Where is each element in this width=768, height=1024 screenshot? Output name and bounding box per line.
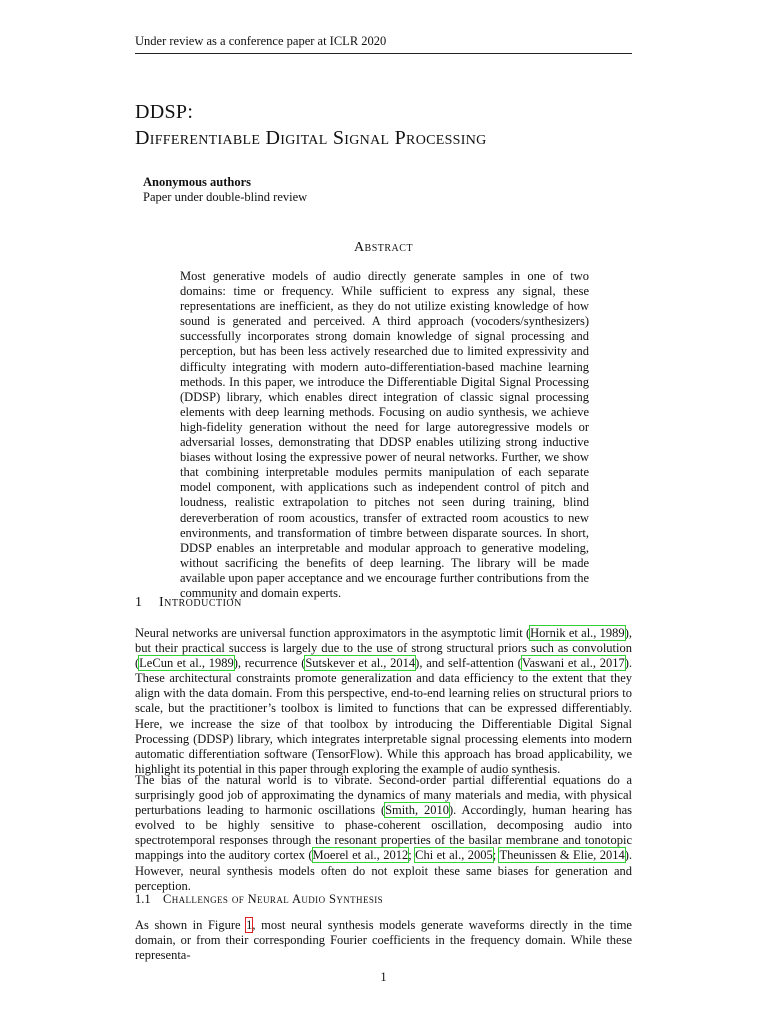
figure-reference-link[interactable]: 1 (246, 918, 253, 932)
paper-title-line2: Differentiable Digital Signal Processing (135, 127, 487, 149)
paper-title-line1: DDSP: (135, 101, 194, 123)
citation-link[interactable]: Theunissen & Elie, 2014 (499, 848, 625, 863)
citation-link[interactable]: Smith, 2010 (385, 803, 449, 818)
section-number: 1 (135, 595, 142, 610)
page-number: 1 (380, 970, 387, 984)
section-title: Introduction (159, 595, 242, 610)
abstract-heading: Abstract (353, 240, 414, 255)
citation-link[interactable]: LeCun et al., 1989 (139, 656, 234, 671)
citation-link[interactable]: Sutskever et al., 2014 (305, 656, 416, 671)
abstract-text: Most generative models of audio directly generate samples in one of two domains: time or frequency. While sufficient to express any signal, these representations are inefficient, as they do not utilize existing knowledge of how sound is generated and perceived. A third approach (vocoders/synthesizers) successfully incorporates strong domain knowledge of signal processing and perception, but has been less actively researched due to limited expressivity and difficulty integrating with modern auto-differentiation-based machine learning methods. In this paper, we introduce the Differentiable Digital Signal Processing (DDSP) library, which enables direct integration of classic signal processing elements with deep learning methods. Focusing on audio synthesis, we achieve high-fidelity generation without the need for large autoregressive models or adversarial losses, demonstrating that DDSP enables utilizing strong inductive biases without losing the expressive power of neural networks. Further, we show that combining interpretable modules permits manipulation of each separate model component, with applications such as independent control of pitch and loudness, realistic extrapolation to pitches not seen during training, blind dereverberation of room acoustics, transfer of extracted room acoustics to new environments, and transformation of timbre between disparate sources. In short, DDSP enables an interpretable and modular approach to generative modeling, without sacrificing the benefits of deep learning. The library will be made available upon paper acceptance and we encourage further contributions from the community and domain experts. (180, 269, 589, 600)
citation-link[interactable]: Moerel et al., 2012 (312, 848, 409, 863)
author-name: Anonymous authors (143, 175, 252, 189)
author-affiliation: Paper under double-blind review (143, 190, 308, 204)
citation-link[interactable]: Hornik et al., 1989 (530, 626, 625, 640)
intro-paragraph-1: Neural networks are universal function approximators in the asymptotic limit (Hornik et al., 1989), but their practical success is largely due to the use of strong structural priors such as convolution (LeCun et al., 1989), recurrence (Sutskever et al., 2014), and self-attention (Vaswani et al., 2017). These architectural constraints promote generalization and data efficiency to the extent that they align with the data domain. From this perspective, end-to-end learning relies on structural priors to scale, but the practitioner’s toolbox is limited to functions that can be expressed differentiably. Here, we increase the size of that toolbox by introducing the Differentiable Digital Signal Processing (DDSP) library, which integrates interpretable signal processing elements into modern automatic differentiation software (TensorFlow). While this approach has broad applicability, we highlight its potential in this paper through exploring the example of audio synthesis. (135, 626, 632, 776)
section-heading (135, 595, 242, 611)
citation-link[interactable]: Chi et al., 2005 (415, 848, 493, 863)
subsection-title: Challenges of Neural Audio Synthesis (163, 892, 384, 906)
intro-paragraph-2: The bias of the natural world is to vibrate. Second-order partial differential equations do a surprisingly good job of approximating the dynamics of many materials and media, with physical perturbations leading to harmonic oscillations (Smith, 2010). Accordingly, human hearing has evolved to be highly sensitive to phase-coherent oscillation, decomposing audio into spectrotemporal responses through the resonant properties of the basilar membrane and tonotopic mappings into the auditory cortex (Moerel et al., 2012; Chi et al., 2005; Theunissen & Elie, 2014). However, neural synthesis models often do not exploit these same biases for generation and perception. (135, 773, 633, 893)
subsection-paragraph: As shown in Figure 1, most neural synthesis models generate waveforms directly in the time domain, or from their corresponding Fourier coefficients in the frequency domain. While these representa- (135, 918, 632, 963)
running-header: Under review as a conference paper at ICLR 2020 (135, 34, 632, 54)
author-block (143, 175, 307, 205)
subsection-number: 1.1 (135, 892, 151, 906)
subsection-heading (135, 892, 383, 907)
citation-link[interactable]: Vaswani et al., 2017 (521, 656, 625, 671)
